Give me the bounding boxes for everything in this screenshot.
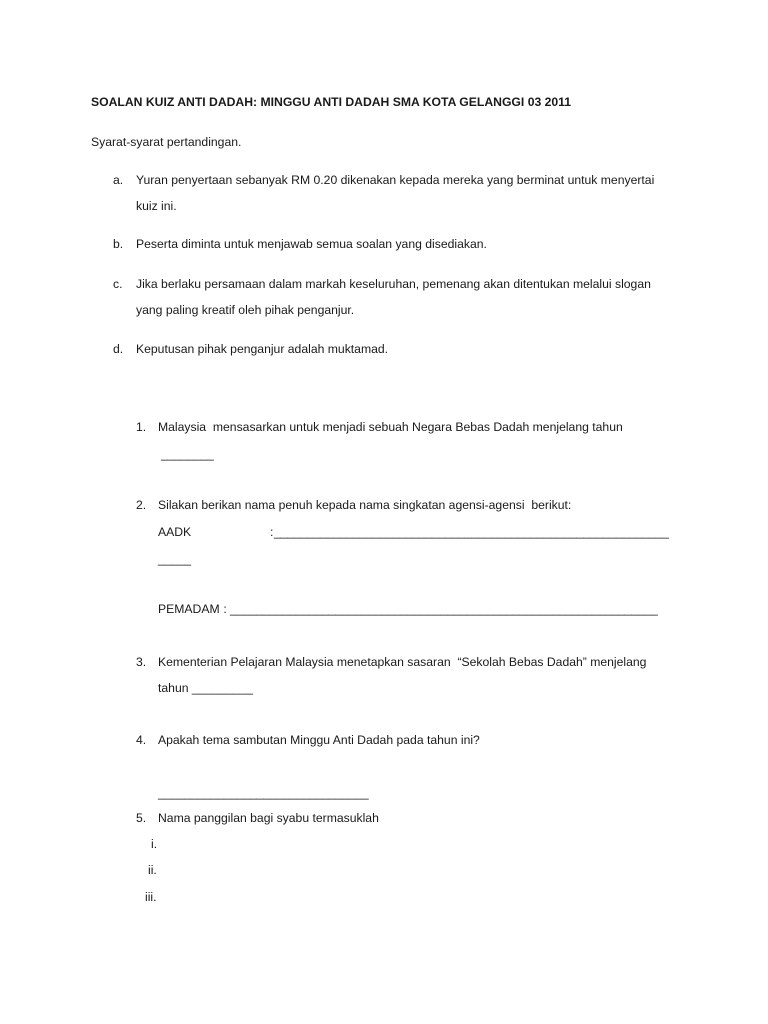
condition-marker: b. bbox=[113, 237, 124, 251]
question-marker: 1. bbox=[136, 420, 147, 434]
sub-item-marker: iii. bbox=[145, 890, 157, 904]
answer-blank[interactable]: _____ bbox=[158, 552, 191, 566]
question-text-continued[interactable]: tahun _________ bbox=[158, 681, 253, 695]
condition-marker: d. bbox=[113, 342, 124, 356]
abbreviation-label: AADK bbox=[158, 525, 192, 539]
question-marker: 2. bbox=[136, 498, 147, 512]
question-marker: 5. bbox=[136, 811, 147, 825]
abbreviation-separator: : bbox=[270, 525, 274, 539]
condition-text: Jika berlaku persamaan dalam markah keseluruhan, pemenang akan ditentukan melalui slogan bbox=[136, 277, 651, 291]
question-text: Silakan berikan nama penuh kepada nama singkatan agensi-agensi berikut: bbox=[158, 498, 572, 512]
condition-marker: a. bbox=[113, 173, 124, 187]
question-text: Nama panggilan bagi syabu termasuklah bbox=[158, 811, 379, 825]
abbreviation-separator: : bbox=[220, 602, 227, 616]
question-text: Kementerian Pelajaran Malaysia menetapkan sasaran “Sekolah Bebas Dadah” menjelang bbox=[158, 655, 647, 669]
abbreviation-label: PEMADAM bbox=[158, 602, 220, 616]
question-marker: 4. bbox=[136, 733, 147, 747]
answer-blank[interactable]: _________________________________________________________________ bbox=[230, 602, 658, 616]
question-marker: 3. bbox=[136, 655, 147, 669]
condition-text: Yuran penyertaan sebanyak RM 0.20 dikenakan kepada mereka yang berminat untuk menyertai bbox=[136, 173, 655, 187]
condition-text: kuiz ini. bbox=[136, 199, 177, 213]
condition-marker: c. bbox=[113, 277, 123, 291]
answer-blank[interactable]: ________ bbox=[161, 447, 214, 461]
sub-item-marker: ii. bbox=[148, 863, 157, 877]
question-text: Malaysia mensasarkan untuk menjadi sebuah Negara Bebas Dadah menjelang tahun bbox=[158, 420, 623, 434]
condition-text: yang paling kreatif oleh pihak penganjur. bbox=[136, 303, 355, 317]
question-text: Apakah tema sambutan Minggu Anti Dadah pada tahun ini? bbox=[158, 733, 480, 747]
answer-blank[interactable]: ____________________________________________________________ bbox=[274, 525, 669, 539]
conditions-heading: Syarat-syarat pertandingan. bbox=[91, 135, 242, 149]
condition-text: Peserta diminta untuk menjawab semua soalan yang disediakan. bbox=[136, 237, 487, 251]
page-title: SOALAN KUIZ ANTI DADAH: MINGGU ANTI DADAH SMA KOTA GELANGGI 03 2011 bbox=[91, 95, 572, 109]
condition-text: Keputusan pihak penganjur adalah muktamad. bbox=[136, 342, 389, 356]
sub-item-marker: i. bbox=[151, 837, 158, 851]
answer-blank[interactable]: ________________________________ bbox=[158, 786, 369, 800]
